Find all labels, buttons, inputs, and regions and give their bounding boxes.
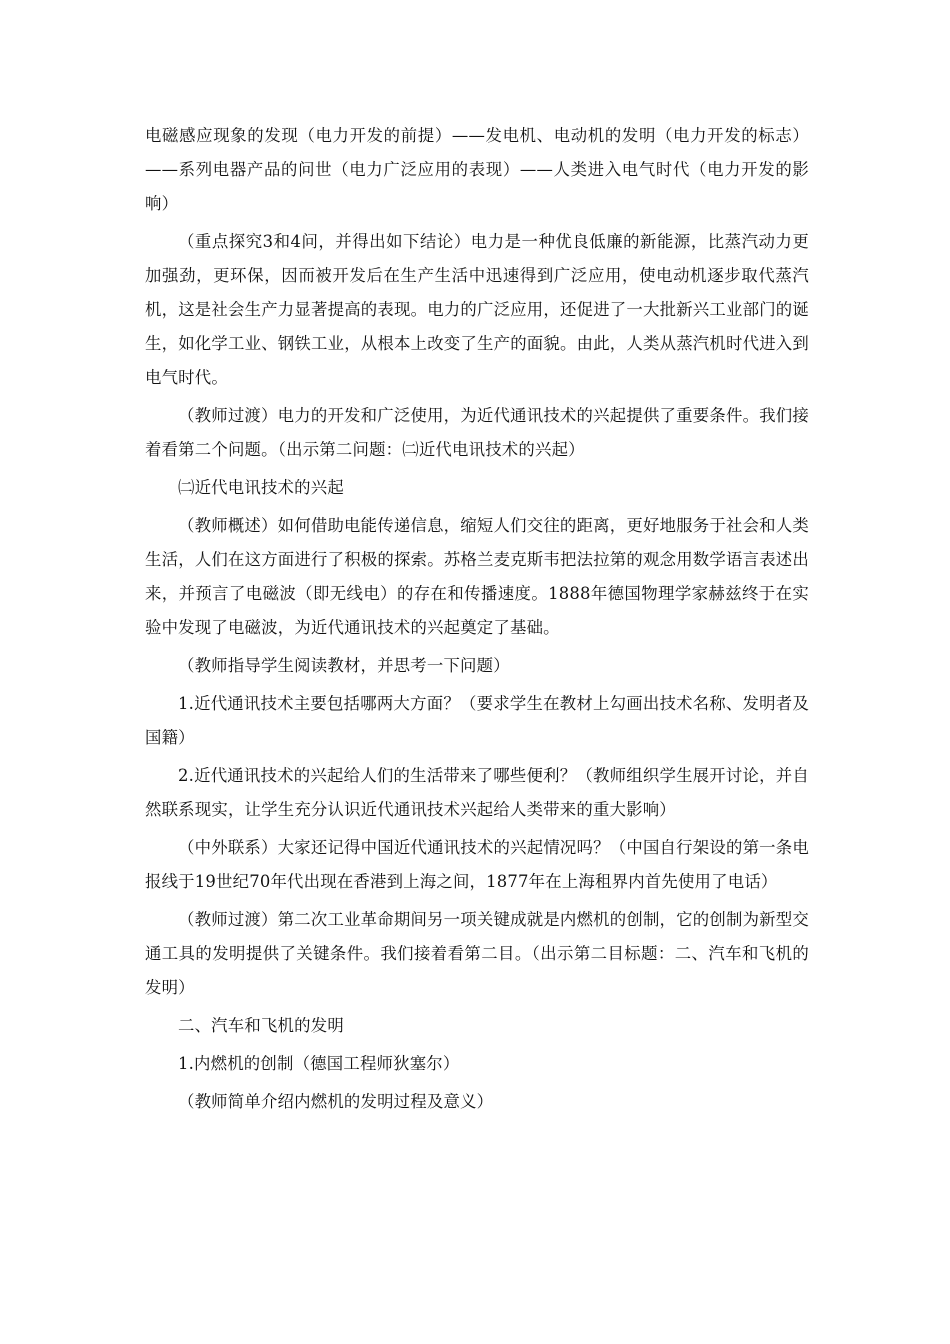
paragraph-question-1: 1.近代通讯技术主要包括哪两大方面？（要求学生在教材上勾画出技术名称、发明者及国籍）	[145, 694, 809, 747]
paragraph-section-heading-cars-planes: 二、汽车和飞机的发明	[178, 1016, 344, 1035]
paragraph-teacher-overview: （教师概述）如何借助电能传递信息，缩短人们交往的距离，更好地服务于社会和人类生活，人们在这方面进行了积极的探索。苏格兰麦克斯韦把法拉第的观念用数学语言表述出来，并预言了电磁波（即无线电）的存在和传播速度。1888年德国物理学家赫兹终于在实验中发现了电磁波，为近代通讯技术的兴起奠定了基础。	[145, 516, 809, 637]
paragraph-conclusion: （重点探究3和4问，并得出如下结论）电力是一种优良低廉的新能源，比蒸汽动力更加强劲，更环保，因而被开发后在生产生活中迅速得到广泛应用，使电动机逐步取代蒸汽机，这是社会生产力显著提高的表现。电力的广泛应用，还促进了一大批新兴工业部门的诞生，如化学工业、钢铁工业，从根本上改变了生产的面貌。由此，人类从蒸汽机时代进入到电气时代。	[145, 232, 809, 387]
paragraph-engine-item: 1.内燃机的创制（德国工程师狄塞尔）	[178, 1054, 460, 1073]
paragraph-reading-guide: （教师指导学生阅读教材，并思考一下问题）	[178, 656, 510, 675]
paragraph-electricity-chain: 电磁感应现象的发现（电力开发的前提）——发电机、电动机的发明（电力开发的标志）——系列电器产品的问世（电力广泛应用的表现）——人类进入电气时代（电力开发的影响）	[145, 126, 809, 213]
document-page	[145, 119, 809, 1123]
paragraph-teacher-transition-1: （教师过渡）电力的开发和广泛使用，为近代通讯技术的兴起提供了重要条件。我们接着看第二个问题。（出示第二问题：㈡近代电讯技术的兴起）	[145, 406, 809, 459]
paragraph-teacher-transition-2: （教师过渡）第二次工业革命期间另一项关键成就是内燃机的创制，它的创制为新型交通工具的发明提供了关键条件。我们接着看第二目。（出示第二目标题：二、汽车和飞机的发明）	[145, 910, 809, 997]
paragraph-question-2: 2.近代通讯技术的兴起给人们的生活带来了哪些便利？（教师组织学生展开讨论，并自然联系现实，让学生充分认识近代通讯技术兴起给人类带来的重大影响）	[145, 766, 809, 819]
paragraph-engine-intro: （教师简单介绍内燃机的发明过程及意义）	[178, 1092, 494, 1111]
paragraph-china-link: （中外联系）大家还记得中国近代通讯技术的兴起情况吗？（中国自行架设的第一条电报线于19世纪70年代出现在香港到上海之间，1877年在上海租界内首先使用了电话）	[145, 838, 809, 891]
paragraph-subheading-telecom: ㈡近代电讯技术的兴起	[178, 478, 344, 497]
